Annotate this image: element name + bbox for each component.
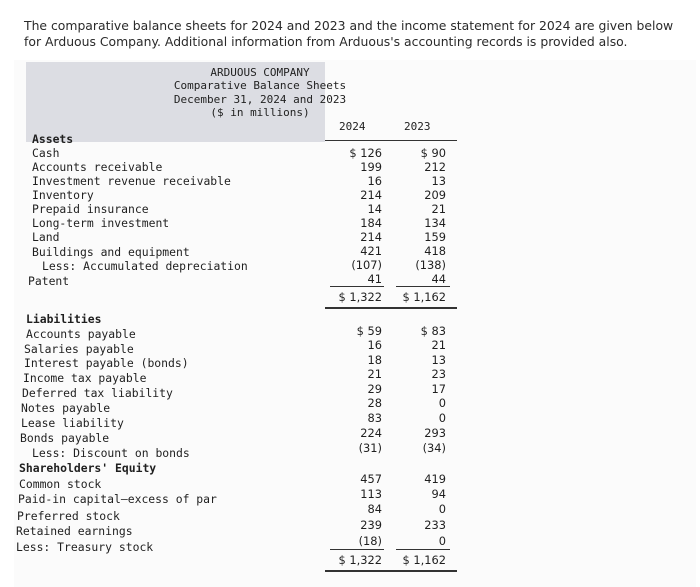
liability-label: Deferred tax liability bbox=[22, 386, 173, 400]
asset-value-2023: 21 bbox=[431, 202, 446, 216]
total-assets-2024: $ 1,322 bbox=[338, 290, 382, 304]
assets-heading: Assets bbox=[32, 132, 74, 146]
equity-total-rule bbox=[325, 570, 457, 572]
asset-value-2023: 134 bbox=[424, 216, 446, 230]
asset-label: Long-term investment bbox=[32, 216, 170, 230]
liability-value-2023: 21 bbox=[431, 338, 446, 352]
equity-label: Less: Treasury stock bbox=[16, 540, 154, 554]
asset-value-2023: 212 bbox=[424, 160, 446, 174]
asset-value-2023: (138) bbox=[415, 258, 446, 272]
assets-subtotal-rule-2023 bbox=[396, 286, 450, 287]
liability-value-2024: 224 bbox=[360, 426, 382, 440]
asset-label: Accounts receivable bbox=[32, 160, 163, 174]
liability-value-2023: 13 bbox=[431, 353, 446, 367]
statement-date: December 31, 2024 and 2023 bbox=[173, 92, 347, 106]
total-assets-2023: $ 1,162 bbox=[402, 290, 446, 304]
liability-value-2023: (34) bbox=[422, 441, 446, 455]
statement-title: Comparative Balance Sheets bbox=[173, 79, 347, 93]
equity-value-2023: 0 bbox=[438, 534, 446, 548]
asset-value-2024: 14 bbox=[367, 202, 382, 216]
asset-value-2023: 418 bbox=[424, 244, 446, 258]
liability-value-2024: 83 bbox=[367, 411, 382, 425]
column-header-2023: 2023 bbox=[404, 120, 431, 133]
asset-value-2024: 41 bbox=[367, 272, 382, 286]
total-liabilities-equity-2023: $ 1,162 bbox=[402, 553, 446, 567]
problem-intro: The comparative balance sheets for 2024 and 2023 and the income statement for 2024 are given below for Arduous Company. Additional information from Arduous's accounting records is provided also. bbox=[24, 18, 674, 49]
liability-value-2024: 16 bbox=[367, 338, 382, 352]
equity-label: Common stock bbox=[19, 477, 102, 491]
equity-value-2024: 84 bbox=[367, 502, 382, 516]
equity-value-2024: 239 bbox=[360, 518, 382, 532]
asset-value-2024: (107) bbox=[351, 258, 382, 272]
equity-heading: Shareholders' Equity bbox=[19, 461, 157, 475]
asset-value-2023: 13 bbox=[431, 174, 446, 188]
equity-value-2024: 457 bbox=[360, 472, 382, 486]
equity-subtotal-rule-2023 bbox=[396, 549, 450, 550]
liability-value-2023: 0 bbox=[438, 396, 446, 410]
asset-value-2024: 199 bbox=[360, 160, 382, 174]
asset-value-2024: 184 bbox=[360, 216, 382, 230]
company-name: ARDUOUS COMPANY bbox=[210, 66, 310, 79]
liability-value-2024: 18 bbox=[367, 353, 382, 367]
asset-value-2023: 44 bbox=[431, 272, 446, 286]
asset-label: Inventory bbox=[32, 188, 94, 202]
column-header-2024: 2024 bbox=[339, 120, 366, 133]
asset-value-2023: 159 bbox=[424, 230, 446, 244]
liability-label: Accounts payable bbox=[26, 327, 136, 341]
liability-label: Income tax payable bbox=[23, 371, 147, 385]
liability-label: Less: Discount on bonds bbox=[32, 446, 190, 460]
liability-value-2024: 21 bbox=[367, 367, 382, 381]
statement-units: ($ in millions) bbox=[210, 106, 310, 120]
liability-value-2024: $ 59 bbox=[356, 324, 382, 338]
asset-value-2024: $ 126 bbox=[349, 146, 382, 160]
asset-label: Cash bbox=[32, 146, 60, 160]
equity-value-2023: 419 bbox=[424, 472, 446, 486]
asset-label: Less: Accumulated depreciation bbox=[42, 259, 248, 273]
asset-value-2024: 16 bbox=[367, 174, 382, 188]
asset-label: Investment revenue receivable bbox=[32, 174, 231, 188]
statement-header bbox=[140, 66, 380, 120]
asset-label: Buildings and equipment bbox=[32, 245, 190, 259]
equity-value-2024: 113 bbox=[360, 487, 382, 501]
liability-label: Lease liability bbox=[21, 416, 124, 430]
asset-label: Land bbox=[32, 230, 60, 244]
asset-value-2023: 209 bbox=[424, 188, 446, 202]
equity-label: Preferred stock bbox=[17, 509, 120, 523]
liability-label: Notes payable bbox=[21, 401, 111, 415]
asset-label: Prepaid insurance bbox=[32, 202, 149, 216]
asset-value-2023: $ 90 bbox=[420, 146, 446, 160]
liability-value-2023: 293 bbox=[424, 426, 446, 440]
liability-value-2023: $ 83 bbox=[420, 324, 446, 338]
assets-total-rule bbox=[325, 307, 457, 309]
asset-value-2024: 214 bbox=[360, 230, 382, 244]
liability-label: Bonds payable bbox=[20, 431, 110, 445]
liability-value-2024: 29 bbox=[367, 382, 382, 396]
equity-value-2023: 94 bbox=[431, 487, 446, 501]
liability-label: Salaries payable bbox=[24, 342, 134, 356]
assets-subtotal-rule-2024 bbox=[330, 286, 384, 287]
column-header-rule bbox=[325, 140, 457, 141]
equity-label: Paid-in capital—excess of par bbox=[18, 492, 217, 506]
liability-value-2023: 0 bbox=[438, 411, 446, 425]
equity-label: Retained earnings bbox=[16, 524, 133, 538]
equity-value-2023: 233 bbox=[424, 518, 446, 532]
equity-value-2023: 0 bbox=[438, 502, 446, 516]
equity-subtotal-rule-2024 bbox=[330, 549, 384, 550]
asset-value-2024: 214 bbox=[360, 188, 382, 202]
liability-value-2024: (31) bbox=[358, 441, 382, 455]
liability-label: Interest payable (bonds) bbox=[24, 356, 189, 370]
liability-value-2023: 23 bbox=[431, 367, 446, 381]
asset-label: Patent bbox=[28, 274, 70, 288]
liabilities-heading: Liabilities bbox=[26, 312, 102, 326]
equity-value-2024: (18) bbox=[358, 534, 382, 548]
liability-value-2023: 17 bbox=[431, 382, 446, 396]
total-liabilities-equity-2024: $ 1,322 bbox=[338, 553, 382, 567]
asset-value-2024: 421 bbox=[360, 244, 382, 258]
liability-value-2024: 28 bbox=[367, 396, 382, 410]
